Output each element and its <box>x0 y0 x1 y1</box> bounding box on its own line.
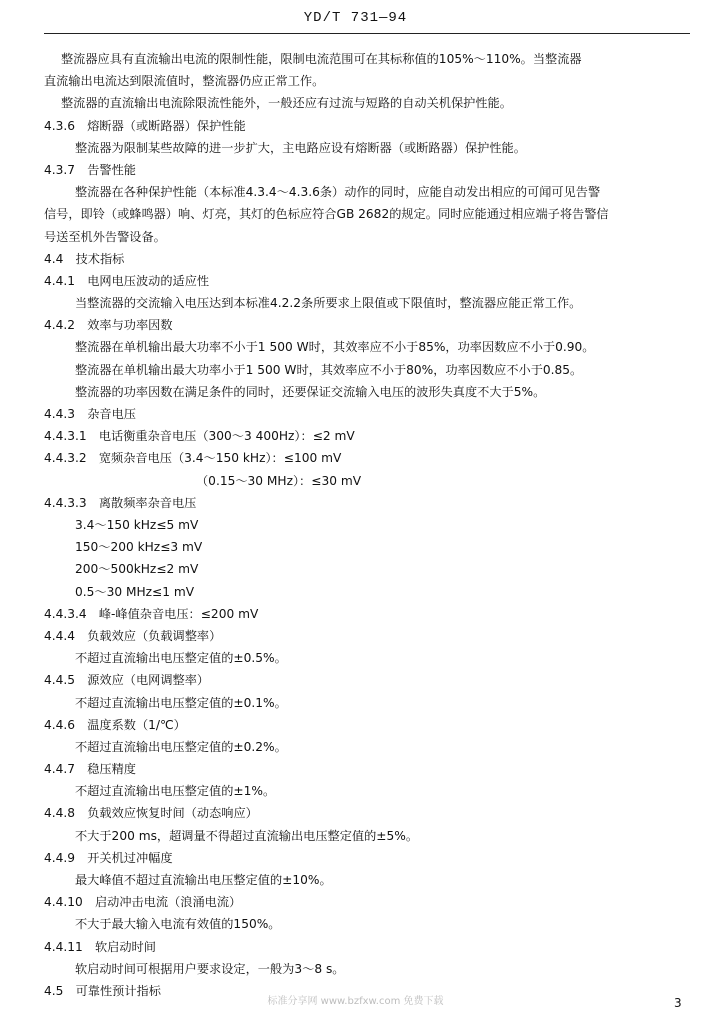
page-number: 3 <box>674 996 682 1010</box>
section-heading: 4.4.10 启动冲击电流（浪涌电流） <box>44 895 242 909</box>
body-line: 直流输出电流达到限流值时，整流器仍应正常工作。 <box>44 74 325 88</box>
section-heading: 4.4.3.4 峰-峰值杂音电压：≤200 mV <box>44 607 259 621</box>
section-heading: 4.3.7 告警性能 <box>44 163 136 177</box>
body-line: 整流器在单机输出最大功率小于1 500 W时，其效率应不小于80%，功率因数应不小于0.85。 <box>75 363 583 377</box>
page-header: YD/T 731—94 <box>303 10 408 26</box>
body-line: 不超过直流输出电压整定值的±0.5%。 <box>75 651 287 665</box>
section-heading: 4.4.3.1 电话衡重杂音电压（300～3 400Hz）：≤2 mV <box>44 429 355 443</box>
section-heading: 4.4.4 负载效应（负载调整率） <box>44 629 222 643</box>
body-line: 号送至机外告警设备。 <box>44 230 166 244</box>
body-line: 最大峰值不超过直流输出电压整定值的±10%。 <box>75 873 332 887</box>
body-line: 不超过直流输出电压整定值的±0.2%。 <box>75 740 287 754</box>
body-line: 信号，即铃（或蜂鸣器）响、灯亮，其灯的色标应符合GB 2682的规定。同时应能通过相应端子将告警信 <box>44 207 609 221</box>
body-line: 不大于200 ms，超调量不得超过直流输出电压整定值的±5%。 <box>75 829 419 843</box>
list-item: 3.4～150 kHz≤5 mV <box>75 518 199 532</box>
header-rule <box>44 33 690 34</box>
body-line: （0.15～30 MHz）：≤30 mV <box>196 474 362 488</box>
section-heading: 4.4.3.3 离散频率杂音电压 <box>44 496 197 510</box>
watermark: 标准分享网 www.bzfxw.com 免费下载 <box>267 996 444 1007</box>
list-item: 150～200 kHz≤3 mV <box>75 540 203 554</box>
body-line: 不超过直流输出电压整定值的±0.1%。 <box>75 696 287 710</box>
section-heading: 4.4.3.2 宽频杂音电压（3.4～150 kHz）：≤100 mV <box>44 451 342 465</box>
section-heading: 4.3.6 熔断器（或断路器）保护性能 <box>44 119 246 133</box>
section-heading: 4.4.5 源效应（电网调整率） <box>44 673 210 687</box>
body-line: 软启动时间可根据用户要求设定，一般为3～8 s。 <box>75 962 345 976</box>
body-line: 整流器在单机输出最大功率不小于1 500 W时，其效率应不小于85%，功率因数应不小于0.90。 <box>75 340 595 354</box>
body-line: 不大于最大输入电流有效值的150%。 <box>75 917 281 931</box>
body-line: 不超过直流输出电压整定值的±1%。 <box>75 784 276 798</box>
section-heading: 4.4.1 电网电压波动的适应性 <box>44 274 210 288</box>
section-heading: 4.4.3 杂音电压 <box>44 407 136 421</box>
body-line: 整流器的直流输出电流除限流性能外，一般还应有过流与短路的自动关机保护性能。 <box>61 96 512 110</box>
body-line: 整流器在各种保护性能（本标准4.3.4～4.3.6条）动作的同时，应能自动发出相应的可闻可见告警 <box>75 185 601 199</box>
body-line: 整流器为限制某些故障的进一步扩大，主电路应设有熔断器（或断路器）保护性能。 <box>75 141 526 155</box>
section-heading: 4.4.6 温度系数（1/℃） <box>44 718 186 732</box>
section-heading: 4.4.8 负载效应恢复时间（动态响应） <box>44 806 258 820</box>
body-line: 当整流器的交流输入电压达到本标准4.2.2条所要求上限值或下限值时，整流器应能正常工作。 <box>75 296 582 310</box>
section-heading: 4.4.9 开关机过冲幅度 <box>44 851 173 865</box>
body-line: 4.4.11 软启动时间 <box>44 940 156 954</box>
body-line: 整流器应具有直流输出电流的限制性能，限制电流范围可在其标称值的105%～110%。当整流器 <box>61 52 582 66</box>
section-heading: 4.4.7 稳压精度 <box>44 762 136 776</box>
list-item: 0.5～30 MHz≤1 mV <box>75 585 195 599</box>
section-heading: 4.4.2 效率与功率因数 <box>44 318 173 332</box>
section-heading: 4.4 技术指标 <box>44 252 125 266</box>
list-item: 200～500kHz≤2 mV <box>75 562 199 576</box>
body-line: 4.5 可靠性预计指标 <box>44 984 161 998</box>
body-line: 整流器的功率因数在满足条件的同时，还要保证交流输入电压的波形失真度不大于5%。 <box>75 385 546 399</box>
